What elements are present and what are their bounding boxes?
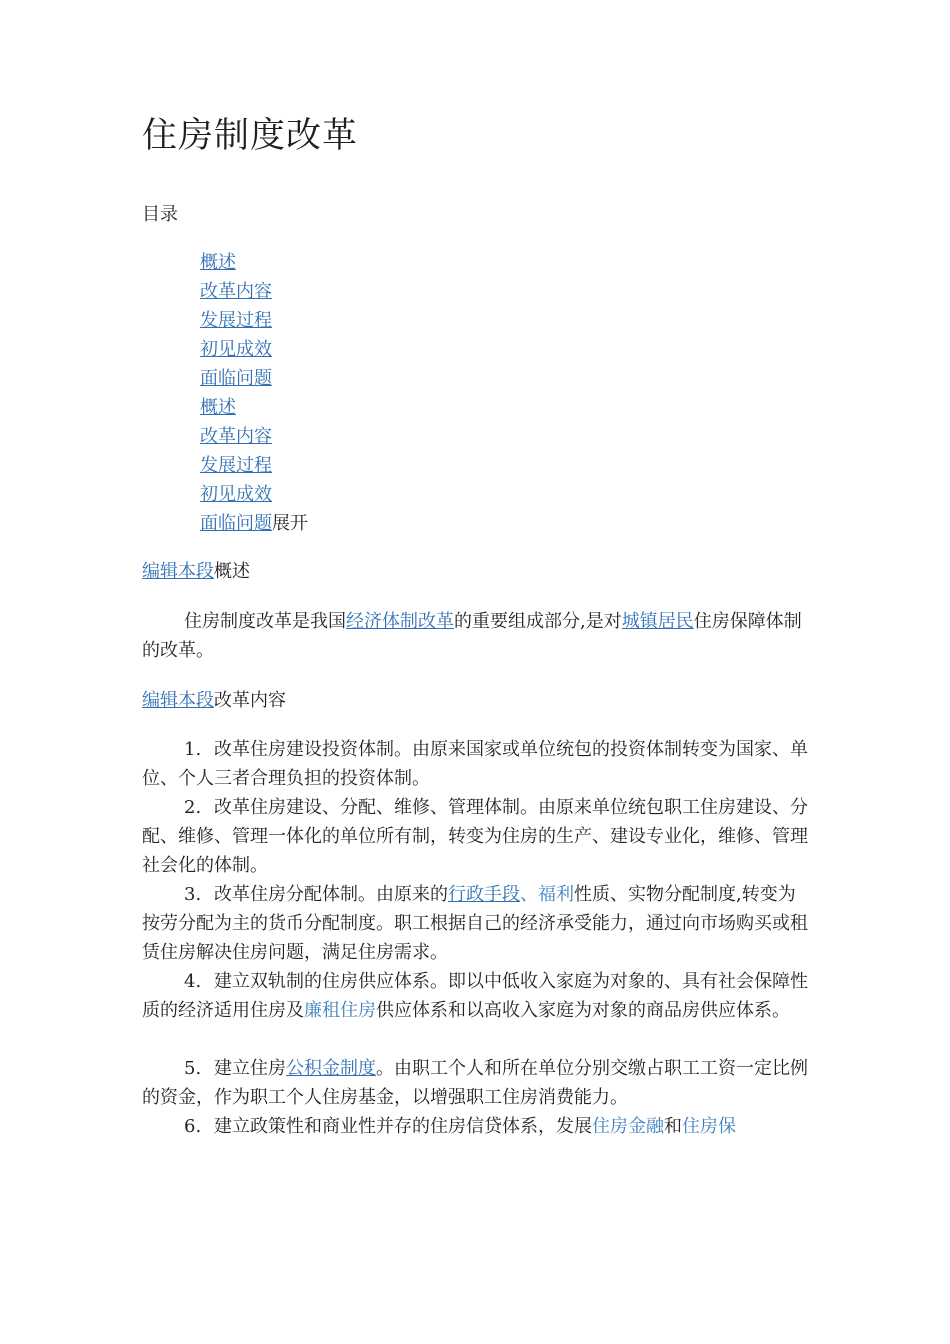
text-run: 改革住房分配体制。由原来的 (214, 884, 448, 905)
link-economic-reform[interactable]: 经济体制改革 (346, 611, 454, 632)
toc-link-results[interactable]: 初见成效 (200, 339, 272, 360)
text-run: 改革住房建设投资体制。由原来国家或单位统包的投资体制转变为国家、单位、个人三者合理负担的投资体制。 (142, 739, 808, 789)
toc-link-overview[interactable]: 概述 (200, 252, 236, 273)
list-item (142, 1112, 808, 1141)
link-welfare[interactable]: 福利 (538, 884, 574, 905)
toc-item (200, 337, 308, 366)
toc-link-results-2[interactable]: 初见成效 (200, 484, 272, 505)
toc-link-overview-2[interactable]: 概述 (200, 397, 236, 418)
text-run: 性质、实物分配制度,转变为按劳分配为主的货币分配制度。职工根据自己的经济承受能力，通过向市场购买或租赁住房解决住房问题，满足住房需求。 (142, 884, 808, 963)
table-of-contents (200, 250, 308, 540)
toc-item (200, 395, 308, 424)
text-run: 的重要组成部分,是对 (454, 611, 622, 632)
list-item (142, 735, 808, 793)
list-item (142, 793, 808, 880)
link-low-rent-housing[interactable]: 廉租住房 (304, 1000, 376, 1021)
text-run: 住房制度改革是我国 (184, 611, 346, 632)
item-number: 4. (184, 971, 202, 992)
toc-item (200, 453, 308, 482)
toc-item (200, 279, 308, 308)
section-heading-overview (142, 560, 250, 584)
toc-item (200, 511, 308, 540)
list-item (142, 967, 808, 1025)
link-separator: 、 (520, 884, 538, 905)
toc-link-content[interactable]: 改革内容 (200, 281, 272, 302)
text-run: 建立住房 (214, 1058, 286, 1079)
item-number: 1. (184, 739, 202, 760)
toc-item (200, 366, 308, 395)
item-number: 2. (184, 797, 202, 818)
text-run: 和 (664, 1116, 682, 1137)
link-housing-finance[interactable]: 住房金融 (592, 1116, 664, 1137)
item-number: 3. (184, 884, 202, 905)
toc-link-content-2[interactable]: 改革内容 (200, 426, 272, 447)
link-housing-insurance[interactable]: 住房保 (682, 1116, 736, 1137)
toc-link-problems[interactable]: 面临问题 (200, 368, 272, 389)
link-administrative-means[interactable]: 行政手段 (448, 884, 520, 905)
edit-section-link[interactable]: 编辑本段 (142, 690, 214, 711)
section-title: 概述 (214, 561, 250, 582)
text-run: 供应体系和以高收入家庭为对象的商品房供应体系。 (376, 1000, 790, 1021)
item-number: 6. (184, 1116, 202, 1137)
section-heading-content (142, 689, 286, 713)
toc-item (200, 308, 308, 337)
text-run: 住房保障体制的改革。 (142, 611, 802, 661)
toc-link-problems-2[interactable]: 面临问题 (200, 513, 272, 534)
section-title: 改革内容 (214, 690, 286, 711)
text-run: 建立政策性和商业性并存的住房信贷体系，发展 (214, 1116, 592, 1137)
text-run: 建立双轨制的住房供应体系。即以中低收入家庭为对象的、具有社会保障性质的经济适用住房及 (142, 971, 808, 1021)
list-item (142, 1054, 808, 1112)
list-item (142, 880, 808, 967)
text-run: 改革住房建设、分配、维修、管理体制。由原来单位统包职工住房建设、分配、维修、管理一体化的单位所有制，转变为住房的生产、建设专业化，维修、管理社会化的体制。 (142, 797, 808, 876)
toc-label: 目录 (142, 204, 178, 225)
link-provident-fund[interactable]: 公积金制度 (286, 1058, 376, 1079)
toc-item (200, 250, 308, 279)
toc-item (200, 424, 308, 453)
text-run: 。由职工个人和所在单位分别交缴占职工工资一定比例的资金，作为职工个人住房基金，以增强职工住房消费能力。 (142, 1058, 808, 1108)
edit-section-link[interactable]: 编辑本段 (142, 561, 214, 582)
overview-paragraph (142, 607, 808, 665)
toc-link-history-2[interactable]: 发展过程 (200, 455, 272, 476)
link-urban-residents[interactable]: 城镇居民 (621, 611, 694, 632)
toc-link-history[interactable]: 发展过程 (200, 310, 272, 331)
item-number: 5. (184, 1058, 202, 1079)
page-title: 住房制度改革 (142, 116, 359, 156)
toc-expand-toggle[interactable]: 展开 (272, 513, 308, 534)
toc-item (200, 482, 308, 511)
